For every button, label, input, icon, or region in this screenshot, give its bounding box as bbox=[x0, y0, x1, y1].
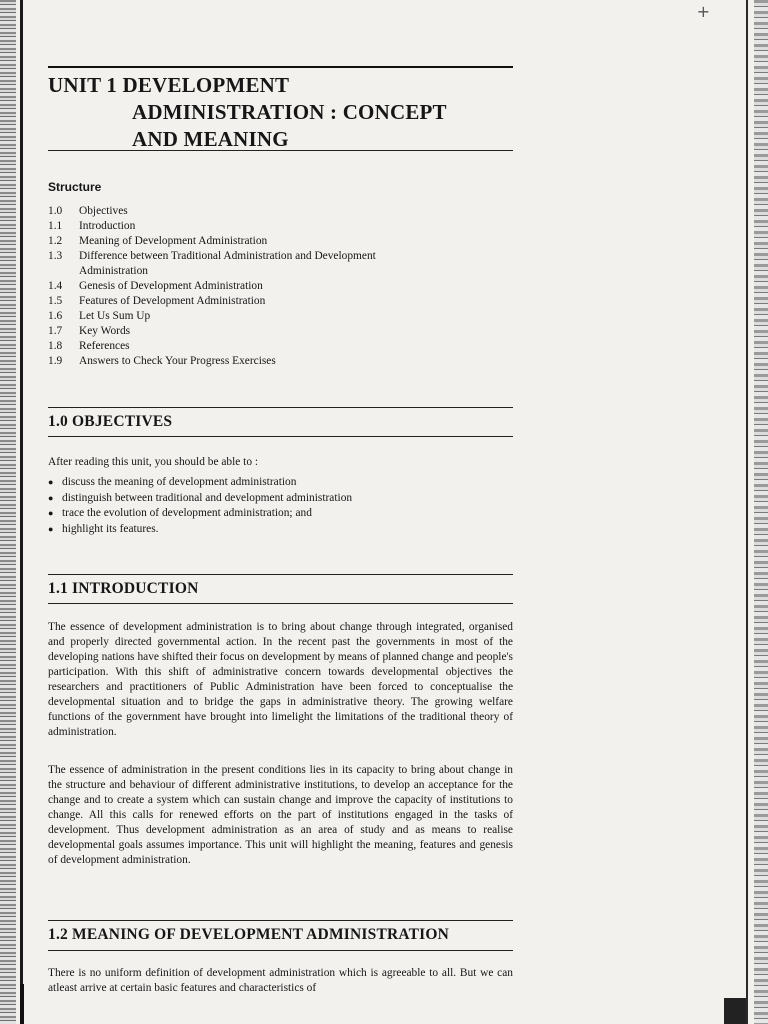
structure-item-text: Answers to Check Your Progress Exercises bbox=[79, 355, 276, 367]
objectives-intro: After reading this unit, you should be able to : bbox=[48, 456, 259, 468]
bullet-icon: ● bbox=[48, 477, 54, 487]
meaning-paragraph-1: There is no uniform definition of development administration which is agreeable to all. But we can atleast arrive at certain basic features and characteristics of bbox=[48, 967, 513, 994]
structure-item-number: 1.4 bbox=[48, 280, 63, 292]
structure-item bbox=[48, 294, 439, 309]
title-top-rule bbox=[48, 66, 513, 68]
objective-item bbox=[48, 522, 352, 538]
structure-item-text: Difference between Traditional Administration and Development Administration bbox=[79, 250, 376, 277]
registration-mark: + bbox=[696, 2, 710, 21]
objective-item bbox=[48, 475, 352, 491]
meaning-top-rule bbox=[48, 920, 513, 921]
structure-item-number: 1.9 bbox=[48, 355, 63, 367]
scan-bottom-left-mark bbox=[20, 984, 24, 1024]
unit-title-line-1: UNIT 1 DEVELOPMENT bbox=[48, 73, 290, 97]
structure-item-number: 1.5 bbox=[48, 295, 63, 307]
objective-text: trace the evolution of development administration; and bbox=[62, 507, 312, 519]
objective-text: highlight its features. bbox=[62, 522, 159, 535]
structure-item-number: 1.3 bbox=[48, 250, 63, 262]
structure-item bbox=[48, 249, 439, 279]
introduction-heading: 1.1 INTRODUCTION bbox=[48, 580, 199, 597]
objectives-bottom-rule bbox=[48, 436, 513, 437]
structure-item-text: Features of Development Administration bbox=[79, 295, 266, 307]
unit-title-line-2: ADMINISTRATION : CONCEPT bbox=[132, 100, 447, 124]
structure-item bbox=[48, 234, 439, 249]
scan-edge-left bbox=[0, 0, 16, 1024]
structure-item bbox=[48, 309, 439, 324]
structure-item-number: 1.6 bbox=[48, 310, 63, 322]
unit-title bbox=[48, 72, 447, 153]
bullet-icon: ● bbox=[48, 492, 54, 503]
objectives-heading: 1.0 OBJECTIVES bbox=[48, 413, 173, 430]
structure-item bbox=[48, 339, 439, 354]
bullet-icon: ● bbox=[48, 508, 54, 518]
objective-text: discuss the meaning of development administration bbox=[62, 476, 297, 488]
structure-item bbox=[48, 204, 439, 219]
structure-item bbox=[48, 219, 439, 234]
introduction-paragraph-1: The essence of development administration is to bring about change through integrated, organised and properly directed governmental action. In the recent past the governments in most of the developing nations have shifted their focus on development by means of planned change and people's participation. With this shift of administrative concern towards developmental objectives the researchers and practitioners of Public Administration have been forced to conceptualise the developmental situation and to bridge the gaps in administrative theory. The growing welfare functions of the government have brought into limelight the limitations of the traditional theory of administration. bbox=[48, 621, 513, 738]
structure-item-number: 1.2 bbox=[48, 235, 63, 247]
structure-item-text: Key Words bbox=[79, 325, 131, 337]
introduction-top-rule bbox=[48, 574, 513, 575]
structure-item-text: Introduction bbox=[79, 220, 136, 232]
objective-item bbox=[48, 506, 352, 522]
structure-item-text: Meaning of Development Administration bbox=[79, 235, 268, 247]
structure-item-number: 1.0 bbox=[48, 205, 63, 217]
title-bottom-rule bbox=[48, 150, 513, 151]
structure-heading: Structure bbox=[48, 180, 102, 194]
objectives-list bbox=[48, 475, 352, 537]
structure-item-text: Let Us Sum Up bbox=[79, 310, 151, 322]
structure-item-text: References bbox=[79, 340, 130, 352]
scan-bottom-mark bbox=[724, 998, 746, 1024]
meaning-heading: 1.2 MEANING OF DEVELOPMENT ADMINISTRATION bbox=[48, 926, 450, 943]
structure-item-text: Objectives bbox=[79, 205, 128, 217]
bullet-icon: ● bbox=[48, 523, 54, 534]
structure-item bbox=[48, 324, 439, 339]
scan-edge-right bbox=[754, 0, 768, 1024]
structure-item-number: 1.7 bbox=[48, 325, 63, 337]
structure-item bbox=[48, 354, 439, 369]
scan-edge-left-line bbox=[20, 0, 23, 1024]
meaning-bottom-rule bbox=[48, 950, 513, 951]
structure-item-text: Genesis of Development Administration bbox=[79, 280, 263, 292]
structure-item bbox=[48, 279, 439, 294]
introduction-paragraph-2: The essence of administration in the present conditions lies in its capacity to bring about change in the structure and behaviour of different administrative institutions, to develop an acceptance for the change and to create a system which can sustain change and improve the capacity of institutions to change. All this calls for renewed efforts on the part of institutions engaged in the tasks of development. Thus development administration as an area of study and as means to realise developmental goals assumes importance. This unit will highlight the meaning, features and genesis of development administration. bbox=[48, 764, 513, 866]
structure-item-number: 1.1 bbox=[48, 220, 63, 232]
unit-title-line-3: AND MEANING bbox=[132, 127, 289, 151]
structure-item-number: 1.8 bbox=[48, 340, 63, 352]
objectives-top-rule bbox=[48, 407, 513, 408]
scan-edge-right-line bbox=[746, 0, 748, 1024]
structure-list bbox=[48, 204, 439, 369]
objective-text: distinguish between traditional and development administration bbox=[62, 491, 353, 504]
objective-item bbox=[48, 491, 352, 507]
introduction-bottom-rule bbox=[48, 603, 513, 604]
